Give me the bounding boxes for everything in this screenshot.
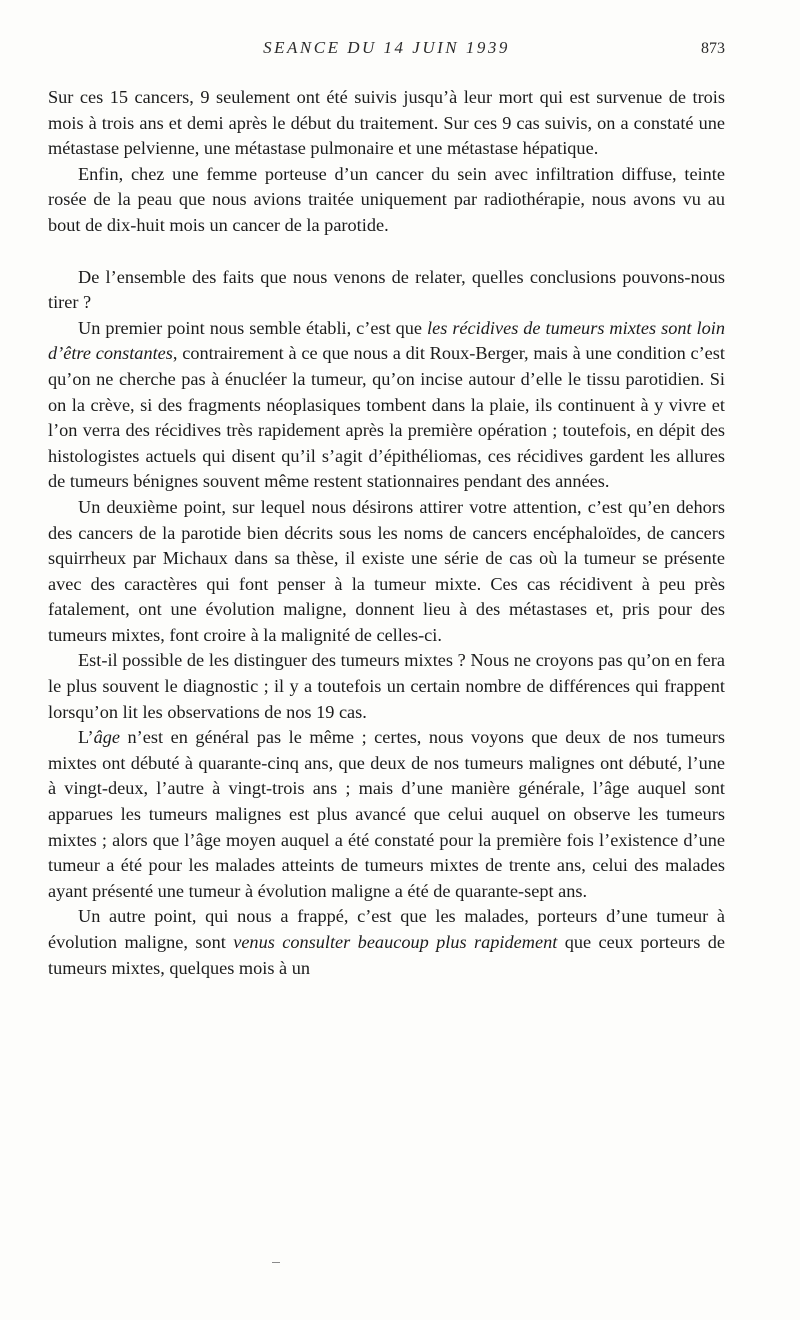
text-run: L’ bbox=[78, 727, 94, 748]
text-run: Enfin, chez une femme porteuse d’un cancer du sein avec infiltration diffuse, teinte rosée de la peau que nous avions traitée uniquement par radiothérapie, nous avons vu au bout de dix-huit mois un cancer de la parotide. bbox=[48, 163, 725, 235]
paragraph bbox=[48, 904, 725, 981]
text-run: n’est en général pas le même ; certes, nous voyons que deux de nos tumeurs mixtes ont débuté à quarante-cinq ans, que deux de nos tumeurs malignes ont débuté, l’une à vingt-deux, l’autre à vingt-trois ans ; mais d’une manière générale, l’âge auquel sont apparues les tumeurs malignes est plus avancé que celui auquel on observe les tumeurs mixtes ; alors que l’âge moyen auquel a été constaté pour la première fois l’existence d’une tumeur a été pour les malades atteints de tumeurs mixtes de trente ans, celui des malades ayant présenté une tumeur à évolution maligne a été de quarante-sept ans. bbox=[48, 727, 725, 901]
paragraph bbox=[48, 162, 725, 239]
body-text bbox=[48, 85, 725, 981]
text-run: Un premier point nous semble établi, c’est que bbox=[78, 317, 428, 338]
paragraph bbox=[48, 316, 725, 495]
text-run: que ceux porteurs de tumeurs mixtes, quelques mois à un bbox=[48, 932, 725, 978]
text-run: Est-il possible de les distinguer des tumeurs mixtes ? Nous ne croyons pas qu’on en fera le plus souvent le diagnostic ; il y a toutefois un certain nombre de différences qui frappent lorsqu’on lit les observations de nos 19 cas. bbox=[48, 650, 725, 722]
emphasis-text: âge bbox=[93, 727, 120, 748]
page-footer-mark bbox=[272, 1262, 280, 1263]
text-run: , contrairement à ce que nous a dit Roux-Berger, mais à une condition c’est qu’on ne cherche pas à énucléer la tumeur, qu’on incise autour d’elle le tissu parotidien. Si on la crève, si des fragments néoplasiques tombent dans la plaie, ils continuent à y vivre et l’on verra des récidives très rapidement après la première opération ; toutefois, en dépit des histologistes actuels qui disent qu’il s’agit d’épithéliomas, ces récidives gardent les allures de tumeurs bénignes souvent même restent stationnaires pendant des années. bbox=[48, 343, 725, 492]
emphasis-text: venus consulter beaucoup plus rapidement bbox=[233, 932, 558, 952]
paragraph bbox=[48, 725, 725, 904]
paragraph bbox=[48, 648, 725, 725]
paragraph bbox=[48, 265, 725, 316]
emphasis-text: les récidives de tumeurs mixtes sont loin d’être constantes bbox=[48, 317, 725, 364]
running-title: SEANCE DU 14 JUIN 1939 bbox=[263, 38, 510, 57]
text-run: Sur ces 15 cancers, 9 seulement ont été suivis jusqu’à leur mort qui est survenue de trois mois à trois ans et demi après le début du traitement. Sur ces 9 cas suivis, on a constaté une métastase pelvienne, une métastase pulmonaire et une métastase hépatique. bbox=[48, 87, 725, 159]
text-run: Un deuxième point, sur lequel nous désirons attirer votre attention, c’est qu’en dehors des cancers de la parotide bien décrits sous les noms de cancers encéphaloïdes, de cancers squirrheux par Michaux dans sa thèse, il existe une série de cas où la tumeur se présente avec des caractères qui font penser à la tumeur mixte. Ces cas récidivent à peu près fatalement, ont une évolution maligne, donnent lieu à des métastases et, pris pour des tumeurs mixtes, font croire à la malignité de celles-ci. bbox=[48, 496, 725, 645]
running-header bbox=[48, 38, 725, 60]
paragraph bbox=[48, 495, 725, 649]
page-number: 873 bbox=[701, 40, 725, 57]
paragraph bbox=[48, 85, 725, 162]
text-run: Un autre point, qui nous a frappé, c’est que les malades, porteurs d’une tumeur à évolution maligne, sont bbox=[48, 906, 725, 952]
text-run: De l’ensemble des faits que nous venons de relater, quelles conclusions pouvons-nous tirer ? bbox=[48, 266, 725, 313]
